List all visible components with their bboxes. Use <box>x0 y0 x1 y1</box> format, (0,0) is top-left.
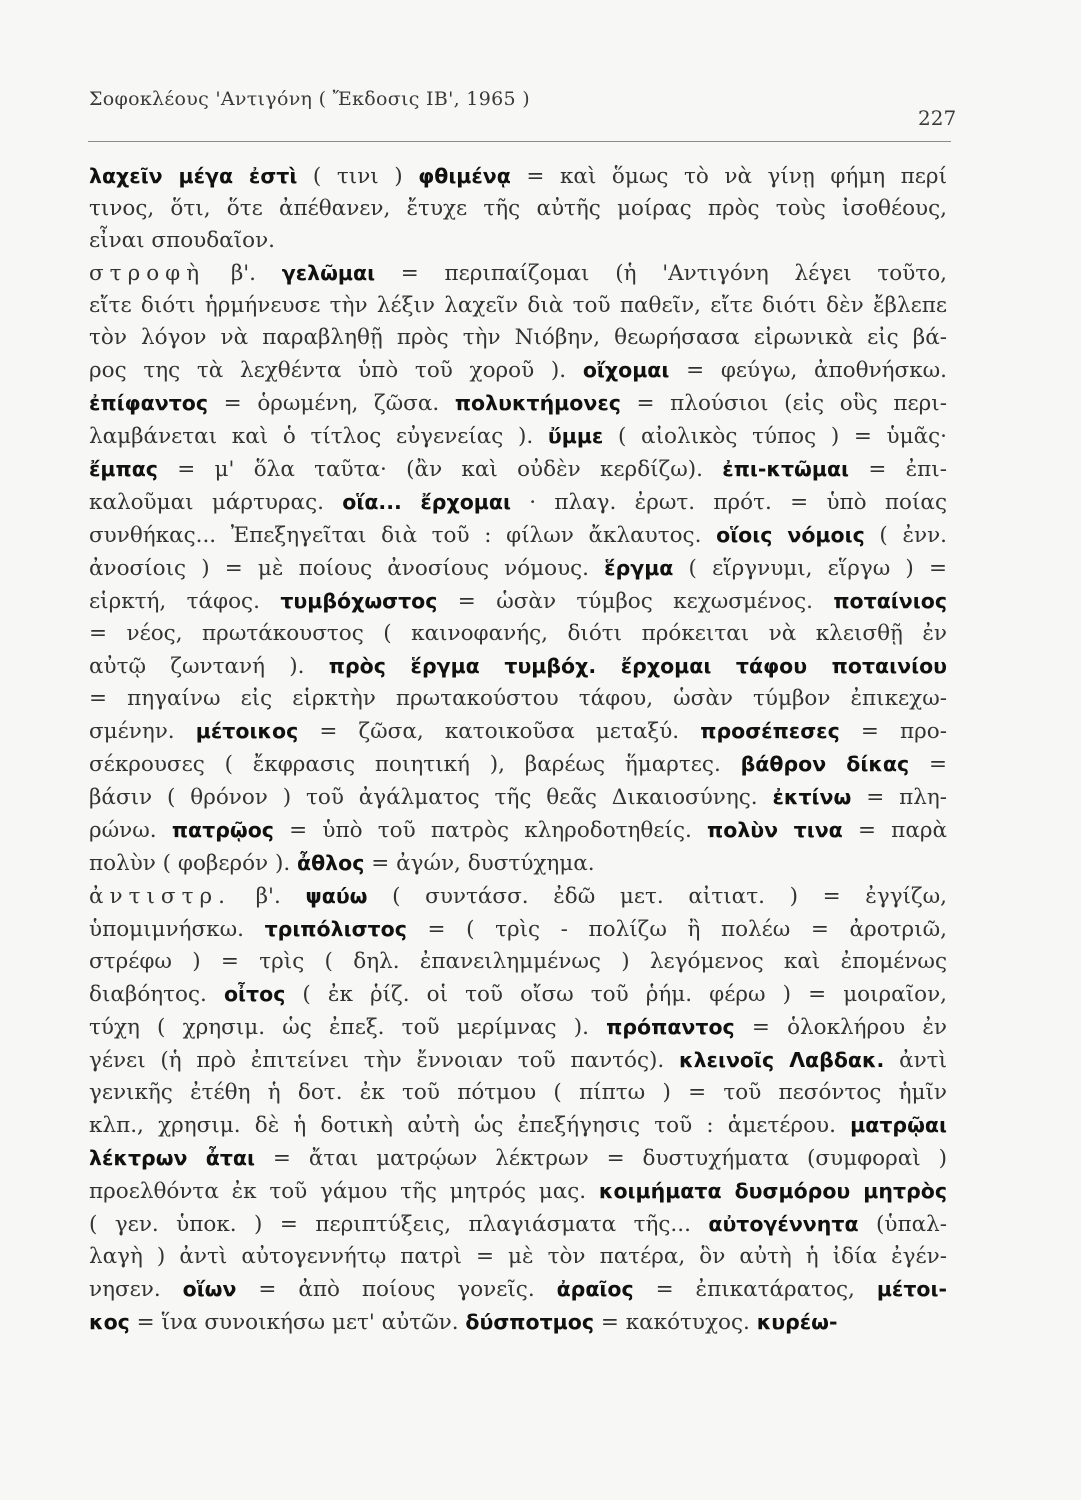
lemma-term: μέτοικος <box>195 719 299 743</box>
gloss-text: = ὁλοκλήρου ἐν <box>734 1015 947 1040</box>
lemma-term: τυμβόχωστος <box>280 589 438 613</box>
gloss-text: εἶναι σπουδαῖον. <box>89 228 275 253</box>
gloss-text: στρέφω ) = τρὶς ( δηλ. ἐπανειλημμένως ) λεγόμενος καὶ ἐπομένως <box>89 949 947 974</box>
gloss-text: = κακότυχος. <box>594 1310 757 1335</box>
gloss-text: = ἐπικατάρατος, <box>633 1277 877 1302</box>
lemma-term: λαχεῖν μέγα ἐστὶ <box>89 164 298 188</box>
text-line <box>89 847 947 880</box>
gloss-text: ρώνω. <box>89 818 172 843</box>
lemma-term: κλεινοῖς Λαβδακ. <box>679 1048 885 1072</box>
lemma-term: βάθρον δίκας <box>740 752 910 776</box>
gloss-text: = ὁρωμένη, ζῶσα. <box>208 391 455 416</box>
gloss-text: τύχη ( χρησιμ. ὡς ἐπεξ. τοῦ μερίμνας ). <box>89 1015 607 1040</box>
running-title: Σοφοκλέους 'Αντιγόνη ( Ἔκδοσις ΙΒ', 1965 ) <box>89 88 530 110</box>
gloss-text: = μ' ὅλα ταῦτα· (ἂν καὶ οὐδὲν κερδίζω). <box>157 457 723 482</box>
text-line <box>89 683 947 715</box>
gloss-text: λαμβάνεται καὶ ὁ τίτλος εὐγενείας ). <box>89 424 548 449</box>
lemma-term: ἐκτίνω <box>772 785 852 809</box>
gloss-text: σμένην. <box>89 719 196 744</box>
lemma-term: ἀραῖος <box>556 1277 634 1301</box>
gloss-text: συνθήκας... Ἐπεξηγεῖται διὰ τοῦ : φίλων ἄκλαυτος. <box>89 523 717 548</box>
text-line <box>89 453 947 486</box>
gloss-text: = ὑπὸ τοῦ πατρὸς κληροδοτηθείς. <box>273 818 708 843</box>
gloss-text: = καὶ ὅμως τὸ νὰ γίνῃ φήμη περί <box>510 164 948 189</box>
text-line <box>89 257 947 290</box>
text-line <box>89 715 947 748</box>
text-line <box>89 290 947 322</box>
gloss-text: = ( τρὶς - πολίζω ἢ πολέω = ἀροτριῶ, <box>406 917 947 942</box>
gloss-text: πολὺν ( φοβερόν ). <box>89 851 298 876</box>
gloss-text: διαβόητος. <box>89 982 224 1007</box>
text-line <box>89 1109 947 1142</box>
lemma-term: φθιμένᾳ <box>418 164 511 188</box>
text-line <box>89 225 947 257</box>
gloss-text: βάσιν ( θρόνον ) τοῦ ἀγάλματος τῆς θεᾶς Δικαιοσύνης. <box>89 785 773 810</box>
lemma-term: ὔμμε <box>547 424 604 448</box>
text-line <box>89 781 947 814</box>
gloss-text: = ἀπὸ ποίους γονεῖς. <box>236 1277 557 1302</box>
gloss-text: (ὑπαλ- <box>858 1212 947 1237</box>
text-line <box>89 618 947 650</box>
text-line <box>89 1306 947 1339</box>
lemma-term: πρόπαντος <box>606 1015 735 1039</box>
text-line <box>89 880 947 913</box>
text-line <box>89 650 947 683</box>
text-line <box>89 748 947 781</box>
text-line <box>89 354 947 387</box>
text-line <box>89 1077 947 1109</box>
lemma-term: πρὸς ἕργμα τυμβόχ. ἔρχομαι τάφου ποταινίου <box>328 654 947 678</box>
text-line <box>89 1044 947 1077</box>
gloss-text: σέκρουσες ( ἔκφρασις ποιητική ), βαρέως ἥμαρτες. <box>89 752 741 777</box>
text-line <box>89 1241 947 1273</box>
gloss-text: εἴτε διότι ἡρμήνευσε τὴν λέξιν λαχεῖν διὰ τοῦ παθεῖν, εἴτε διότι δὲν ἔβλεπε <box>89 293 947 318</box>
gloss-text: ὑπομιμνήσκω. <box>89 917 265 942</box>
lemma-term: ματρῷαι <box>850 1113 947 1137</box>
gloss-text: = ὡσὰν τύμβος κεχωσμένος. <box>437 589 834 614</box>
gloss-text: τὸν λόγον νὰ παραβληθῇ πρὸς τὴν Νιόβην, θεωρήσασα εἰρωνικὰ εἰς βά- <box>89 325 947 350</box>
text-line <box>89 978 947 1011</box>
text-line <box>89 913 947 946</box>
text-line <box>89 387 947 420</box>
lemma-term: ἆθλος <box>297 851 365 875</box>
lemma-term: γελῶμαι <box>281 261 376 285</box>
commentary-text <box>89 160 947 1339</box>
gloss-text: γενικῆς ἐτέθη ἡ δοτ. ἐκ τοῦ πότμου ( πίπτω ) = τοῦ πεσόντος ἡμῖν <box>89 1080 947 1105</box>
gloss-text: · πλαγ. ἐρωτ. πρότ. = ὑπὸ ποίας <box>510 490 947 515</box>
gloss-text: ( ἐνν. <box>864 523 947 548</box>
gloss-text: = ἐπι- <box>849 457 948 482</box>
lemma-term: προσέπεσες <box>700 719 840 743</box>
lemma-term: ἐπι-κτῶμαι <box>722 457 850 481</box>
lemma-term: οἶτος <box>223 982 286 1006</box>
text-line <box>89 1175 947 1208</box>
gloss-text: = πηγαίνω εἰς εἱρκτὴν πρωτακούστου τάφου, ὡσὰν τύμβον ἐπικεχω- <box>89 686 947 711</box>
lemma-term: ἔμπας <box>89 457 158 481</box>
text-line <box>89 160 947 193</box>
lemma-term: οἴχομαι <box>582 358 670 382</box>
text-line <box>89 1142 947 1175</box>
text-line <box>89 1273 947 1306</box>
gloss-text: = φεύγω, ἀποθνήσκω. <box>669 358 947 383</box>
section-label: ἀντιστρ. <box>89 884 231 909</box>
lemma-term: οἵα... ἔρχομαι <box>342 490 511 514</box>
gloss-text: καλοῦμαι μάρτυρας. <box>89 490 343 515</box>
gloss-text: = προ- <box>839 719 947 744</box>
text-line <box>89 322 947 354</box>
lemma-term: οἵοις νόμοις <box>716 523 865 547</box>
gloss-text: ( ἐκ ῥίζ. οἱ τοῦ οἴσω τοῦ ῥήμ. φέρω ) = μοιραῖον, <box>285 982 947 1007</box>
lemma-term: κυρέω- <box>756 1310 838 1334</box>
gloss-text: = ἵνα συνοικήσω μετ' αὐτῶν. <box>129 1310 466 1335</box>
lemma-term: κοιμήματα δυσμόρου μητρὸς <box>598 1179 947 1203</box>
gloss-text: = παρὰ <box>842 818 947 843</box>
text-line <box>89 946 947 978</box>
lemma-term: κος <box>89 1310 130 1334</box>
gloss-text: τινος, ὅτι, ὅτε ἀπέθανεν, ἔτυχε τῆς αὐτῆς μοίρας πρὸς τοὺς ἰσοθέους, <box>89 196 947 221</box>
gloss-text: νησεν. <box>89 1277 183 1302</box>
gloss-text: ( αἰολικὸς τύπος ) = ὑμᾶς· <box>603 424 947 449</box>
gloss-text: γένει (ἡ πρὸ ἐπιτείνει τὴν ἔννοιαν τοῦ παντός). <box>89 1048 680 1073</box>
gloss-text: = περιπαίζομαι (ἡ 'Αντιγόνη λέγει τοῦτο, <box>375 261 947 286</box>
gloss-text: ἀντὶ <box>884 1048 948 1073</box>
gloss-text: = νέος, πρωτάκουστος ( καινοφανής, διότι πρόκειται νὰ κλεισθῇ ἐν <box>89 621 947 646</box>
gloss-text: = πλη- <box>851 785 947 810</box>
text-line <box>89 552 947 585</box>
lemma-term: πολὺν τινα <box>707 818 843 842</box>
text-line <box>89 814 947 847</box>
gloss-text: ( εἵργνυμι, εἵργω ) = <box>673 556 947 581</box>
gloss-text: ἀνοσίοις ) = μὲ ποίους ἀνοσίους νόμους. <box>89 556 605 581</box>
gloss-text: β'. <box>205 261 282 286</box>
lemma-term: πολυκτήμονες <box>454 391 621 415</box>
gloss-text: αὐτῷ ζωντανή ). <box>89 654 329 679</box>
gloss-text: ρος της τὰ λεχθέντα ὑπὸ τοῦ χοροῦ ). <box>89 358 583 383</box>
gloss-text: = ἀγών, δυστύχημα. <box>364 851 595 876</box>
gloss-text: ( συντάσσ. ἐδῶ μετ. αἰτιατ. ) = ἐγγίζω, <box>367 884 947 909</box>
text-line <box>89 1011 947 1044</box>
gloss-text: β'. <box>230 884 306 909</box>
lemma-term: μέτοι- <box>876 1277 947 1301</box>
gloss-text: κλπ., χρησιμ. δὲ ἡ δοτικὴ αὐτὴ ὡς ἐπεξήγησις τοῦ : ἁμετέρου. <box>89 1113 851 1138</box>
lemma-term: ἐπίφαντος <box>89 391 209 415</box>
lemma-term: αὐτογέννητα <box>708 1212 859 1236</box>
header-rule <box>88 141 951 142</box>
gloss-text: λαγὴ ) ἀντὶ αὐτογεννήτῳ πατρὶ = μὲ τὸν πατέρα, ὃν αὐτὴ ἡ ἰδία ἐγέν- <box>89 1244 947 1269</box>
gloss-text: = ἄται ματρῴων λέκτρων = δυστυχήματα (συμφοραὶ ) <box>254 1146 947 1171</box>
section-label: στροφὴ <box>89 261 206 286</box>
text-line <box>89 193 947 225</box>
text-line <box>89 585 947 618</box>
gloss-text: = <box>909 752 947 777</box>
gloss-text: = πλούσιοι (εἰς οὓς περι- <box>620 391 948 416</box>
lemma-term: τριπόλιστος <box>264 917 407 941</box>
gloss-text: = ζῶσα, κατοικοῦσα μεταξύ. <box>298 719 701 744</box>
lemma-term: ψαύω <box>305 884 368 908</box>
gloss-text: εἱρκτή, τάφος. <box>89 589 281 614</box>
gloss-text: προελθόντα ἐκ τοῦ γάμου τῆς μητρός μας. <box>89 1179 599 1204</box>
lemma-term: πατρῷος <box>171 818 274 842</box>
page-number: 227 <box>918 106 957 130</box>
text-line <box>89 486 947 519</box>
lemma-term: ποταίνιος <box>833 589 947 613</box>
lemma-term: δύσποτμος <box>465 1310 595 1334</box>
text-line <box>89 420 947 453</box>
text-line <box>89 1208 947 1241</box>
lemma-term: ἕργμα <box>604 556 674 580</box>
text-line <box>89 519 947 552</box>
gloss-text: ( τινι ) <box>297 164 419 189</box>
lemma-term: λέκτρων ἆται <box>89 1146 255 1170</box>
gloss-text: ( γεν. ὑποκ. ) = περιπτύξεις, πλαγιάσματα τῆς... <box>89 1212 709 1237</box>
lemma-term: οἵων <box>182 1277 237 1301</box>
